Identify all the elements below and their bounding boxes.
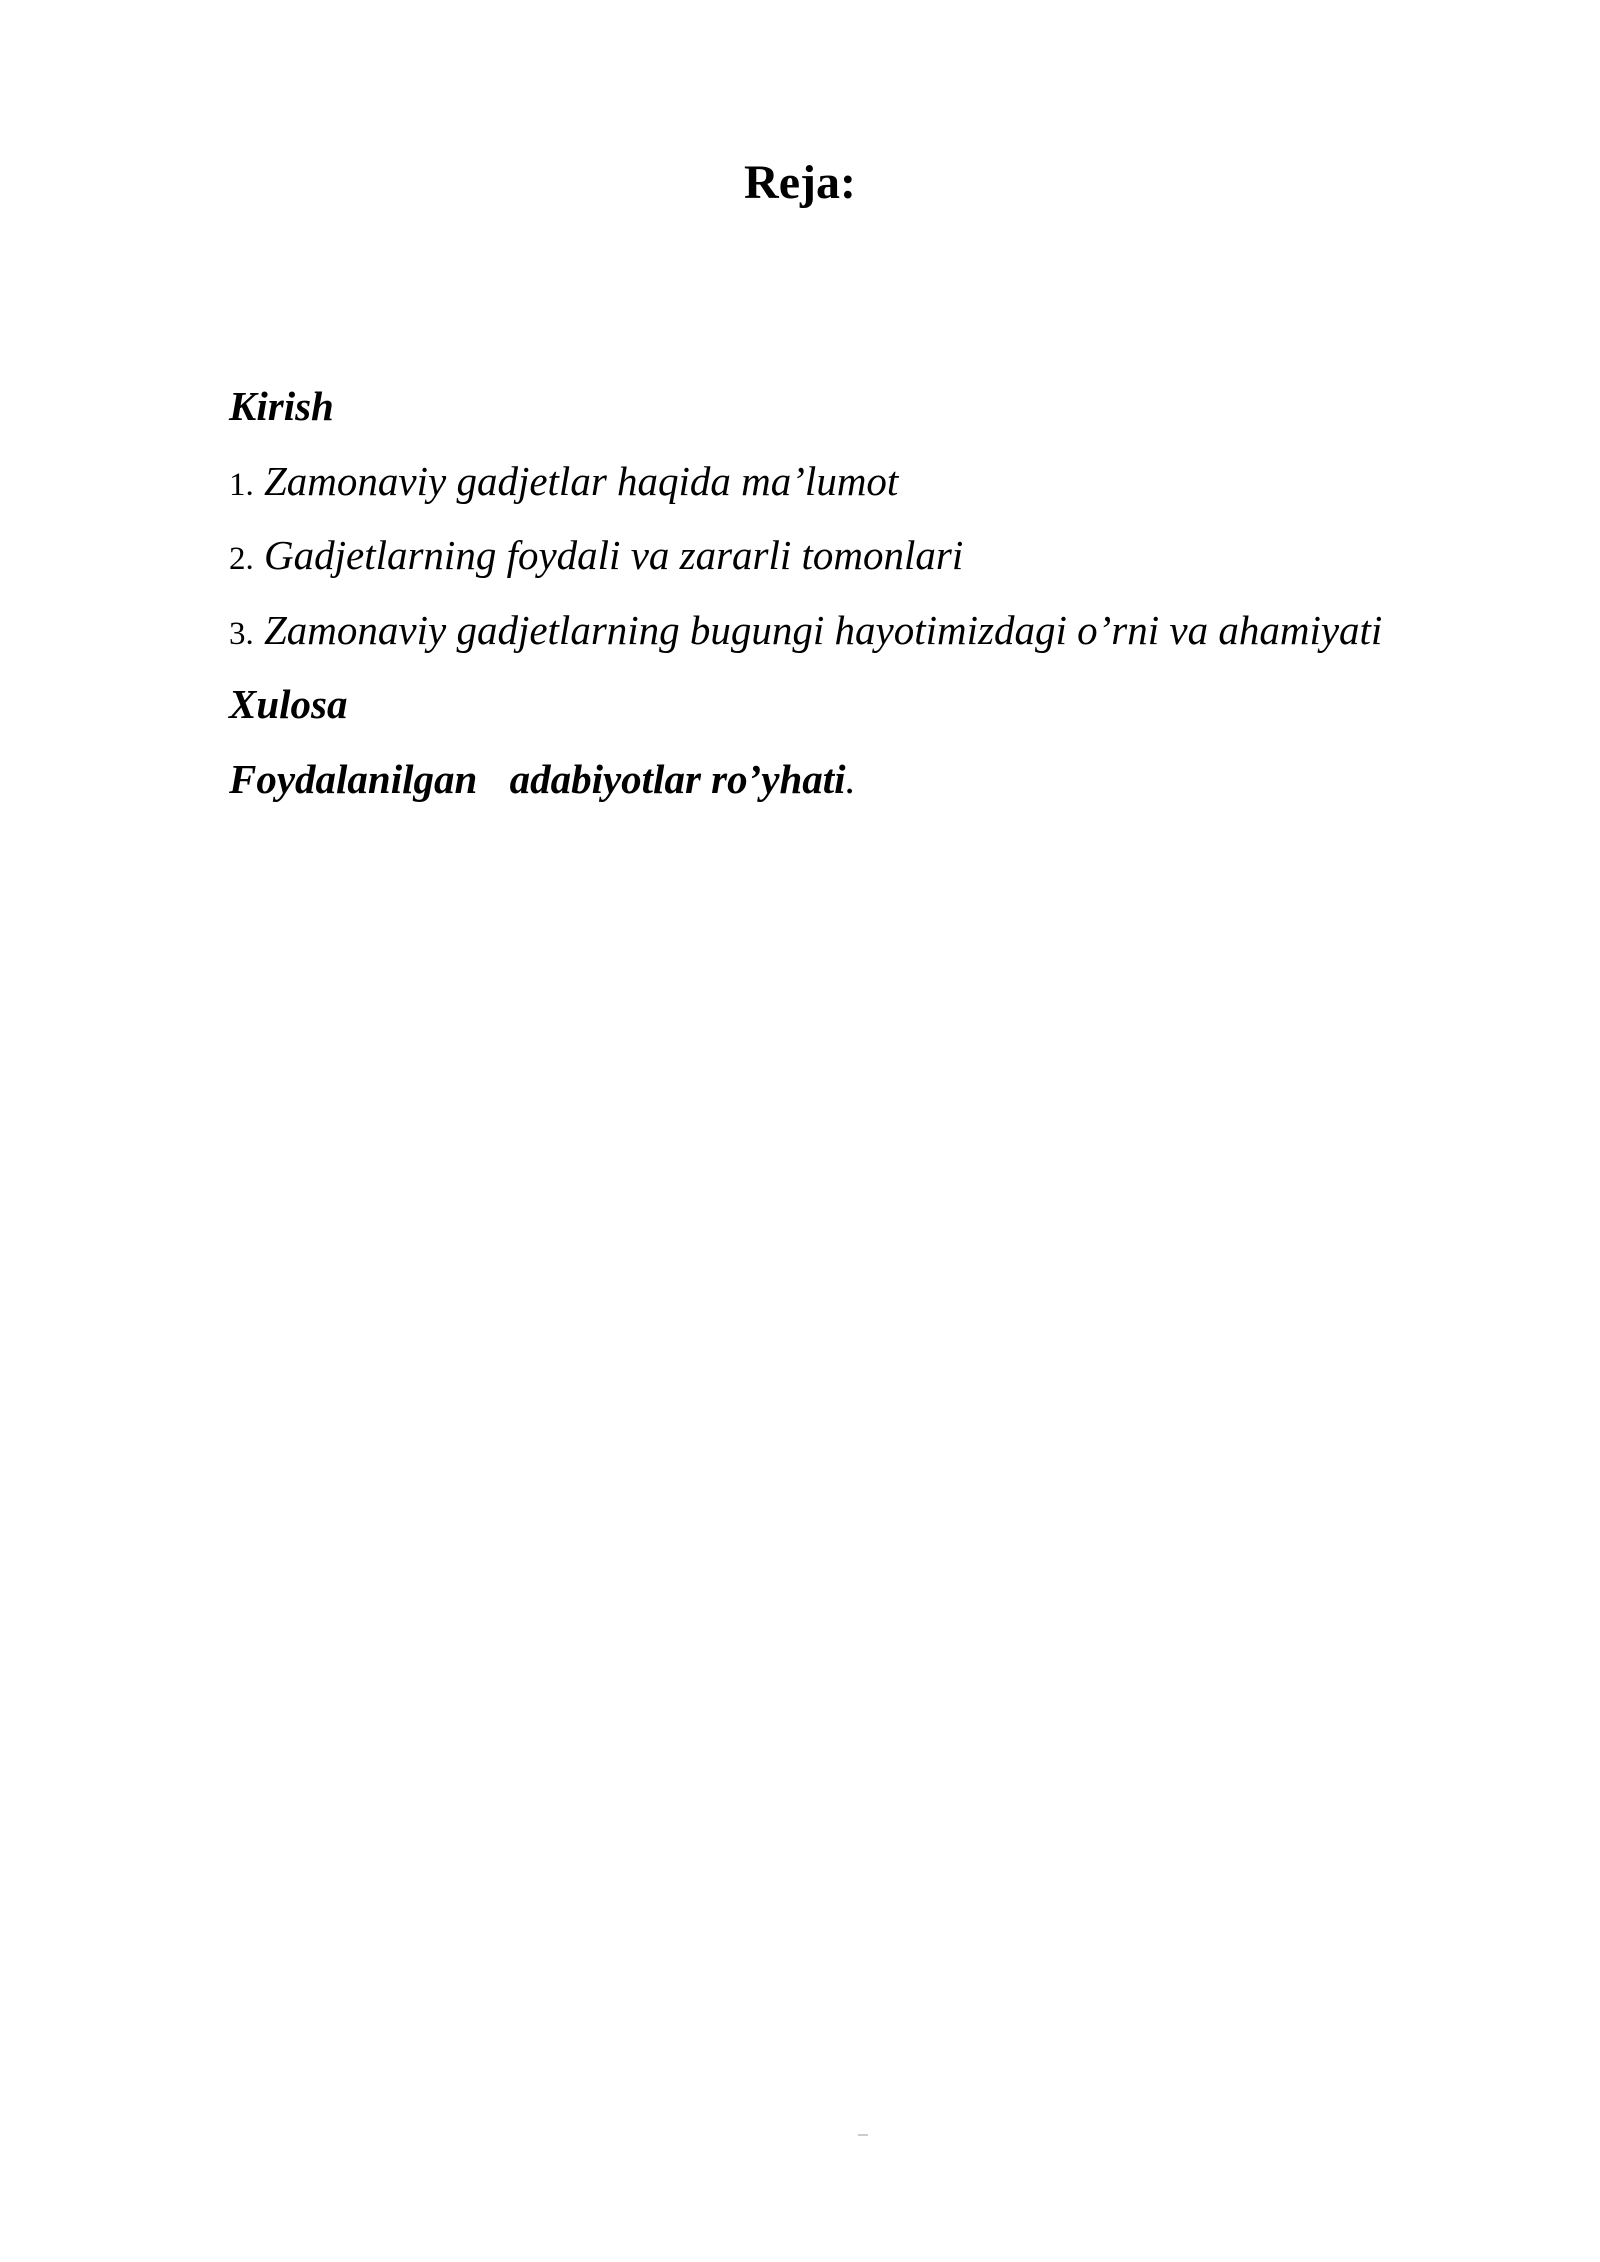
references-word-2: adabiyotlar ro’yhati [509, 755, 846, 802]
plan-references [229, 742, 1529, 817]
plan-item-text: Zamonaviy gadjetlarning bugungi hayotimizdagi o’rni va ahamiyati [253, 606, 1383, 653]
plan-item-text: Zamonaviy gadjetlar haqida ma’lumot [253, 457, 899, 504]
plan-item [229, 593, 1529, 668]
page-title: Reja: [744, 156, 856, 209]
plan-item-number: 2. [229, 541, 254, 577]
plan-item [229, 444, 1529, 519]
plan-item-number: 3. [229, 615, 254, 652]
plan-list [229, 369, 1529, 816]
references-period: . [845, 755, 856, 802]
plan-item-text: Gadjetlarning foydali va zararli tomonlari [253, 532, 964, 578]
plan-item-number: 1. [229, 466, 254, 503]
plan-conclusion: Xulosa [229, 681, 348, 727]
plan-intro: Kirish [229, 383, 334, 429]
page-mark [858, 2134, 868, 2136]
references-word-1: Foydalanilgan [229, 755, 478, 802]
plan-item [229, 518, 1529, 593]
